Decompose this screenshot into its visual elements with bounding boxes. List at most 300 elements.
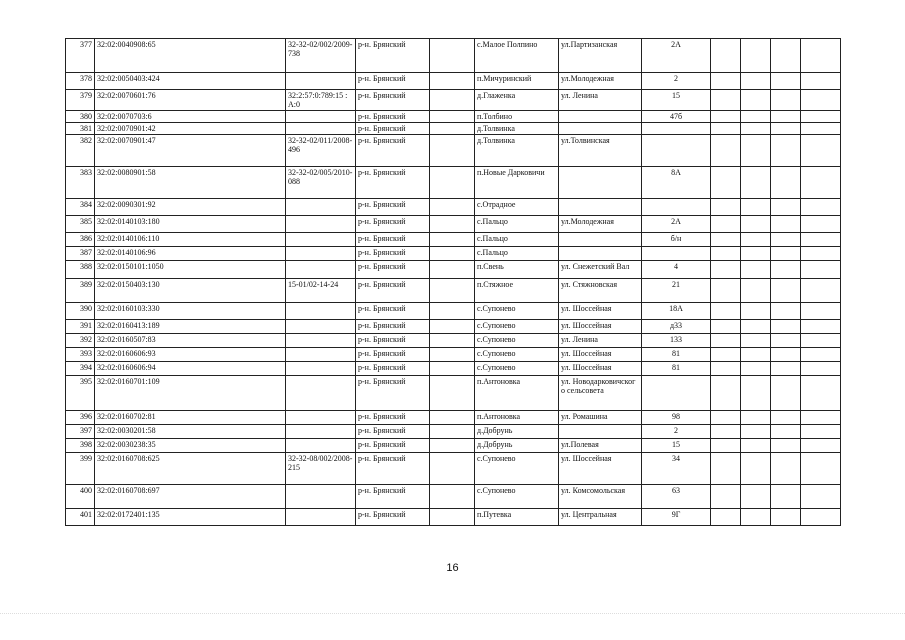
row-number: 380: [66, 111, 95, 123]
scan-artifact: [0, 613, 905, 615]
street: ул.Молодежная: [559, 73, 642, 90]
empty-cell-9: [711, 362, 741, 376]
empty-cell-12: [801, 261, 841, 279]
row-number: 386: [66, 233, 95, 247]
house-number: 47б: [642, 111, 711, 123]
empty-cell-12: [801, 509, 841, 526]
district: р-н. Брянский: [356, 247, 430, 261]
street: ул. Шоссейная: [559, 348, 642, 362]
empty-cell-9: [711, 90, 741, 111]
table-row: [66, 233, 841, 247]
empty-cell-11: [771, 376, 801, 411]
house-number: 8А: [642, 167, 711, 199]
row-number: 401: [66, 509, 95, 526]
empty-column: [430, 411, 475, 425]
cadastral-number: 32:02:0160103:330: [95, 303, 286, 320]
house-number: 2А: [642, 39, 711, 73]
empty-cell-9: [711, 425, 741, 439]
row-number: 393: [66, 348, 95, 362]
empty-cell-12: [801, 233, 841, 247]
street: ул. Центральная: [559, 509, 642, 526]
empty-cell-12: [801, 303, 841, 320]
empty-cell-10: [741, 320, 771, 334]
empty-column: [430, 247, 475, 261]
house-number: [642, 123, 711, 135]
district: р-н. Брянский: [356, 411, 430, 425]
house-number: 2: [642, 73, 711, 90]
cadastral-number: 32:02:0070901:42: [95, 123, 286, 135]
cadastral-number: 32:02:0030238:35: [95, 439, 286, 453]
empty-cell-10: [741, 261, 771, 279]
empty-cell-9: [711, 199, 741, 216]
empty-column: [430, 334, 475, 348]
empty-cell-9: [711, 348, 741, 362]
table-row: [66, 279, 841, 303]
registration-number: [286, 320, 356, 334]
settlement: п.Свень: [475, 261, 559, 279]
empty-cell-9: [711, 123, 741, 135]
empty-cell-10: [741, 167, 771, 199]
empty-cell-11: [771, 348, 801, 362]
empty-cell-9: [711, 73, 741, 90]
empty-cell-12: [801, 376, 841, 411]
registration-number: [286, 199, 356, 216]
empty-cell-12: [801, 39, 841, 73]
cadastral-number: 32:02:0030201:58: [95, 425, 286, 439]
empty-column: [430, 111, 475, 123]
settlement: д.Толвинка: [475, 135, 559, 167]
district: р-н. Брянский: [356, 111, 430, 123]
empty-cell-12: [801, 320, 841, 334]
table-row: [66, 199, 841, 216]
empty-cell-11: [771, 261, 801, 279]
empty-cell-9: [711, 509, 741, 526]
street: [559, 167, 642, 199]
empty-cell-12: [801, 362, 841, 376]
registration-number: [286, 411, 356, 425]
cadastral-number: 32:02:0070703:6: [95, 111, 286, 123]
empty-cell-10: [741, 376, 771, 411]
settlement: с.Супонево: [475, 348, 559, 362]
house-number: 18А: [642, 303, 711, 320]
registration-number: [286, 73, 356, 90]
empty-column: [430, 199, 475, 216]
settlement: п.Мичуринский: [475, 73, 559, 90]
cadastral-number: 32:02:0150403:130: [95, 279, 286, 303]
settlement: д.Добрунь: [475, 425, 559, 439]
row-number: 400: [66, 485, 95, 509]
empty-cell-10: [741, 411, 771, 425]
registration-number: [286, 247, 356, 261]
empty-cell-11: [771, 485, 801, 509]
house-number: [642, 247, 711, 261]
cadastral-number: 32:02:0160702:81: [95, 411, 286, 425]
house-number: 2: [642, 425, 711, 439]
table-row: [66, 362, 841, 376]
settlement: д.Толвинка: [475, 123, 559, 135]
empty-cell-9: [711, 216, 741, 233]
cadastral-number: 32:02:0160708:697: [95, 485, 286, 509]
empty-column: [430, 233, 475, 247]
street: ул. Шоссейная: [559, 303, 642, 320]
table-row: [66, 135, 841, 167]
row-number: 389: [66, 279, 95, 303]
house-number: 34: [642, 453, 711, 485]
empty-cell-11: [771, 216, 801, 233]
settlement: с.Супонево: [475, 362, 559, 376]
empty-cell-11: [771, 111, 801, 123]
empty-cell-11: [771, 73, 801, 90]
empty-cell-12: [801, 216, 841, 233]
empty-cell-11: [771, 123, 801, 135]
row-number: 394: [66, 362, 95, 376]
empty-cell-12: [801, 111, 841, 123]
street: ул.Толвинская: [559, 135, 642, 167]
row-number: 399: [66, 453, 95, 485]
house-number: 15: [642, 439, 711, 453]
settlement: д.Глаженка: [475, 90, 559, 111]
registration-number: 32:2:57:0:789:15 :А:0: [286, 90, 356, 111]
house-number: 98: [642, 411, 711, 425]
settlement: п.Стяжное: [475, 279, 559, 303]
empty-cell-11: [771, 334, 801, 348]
street: [559, 111, 642, 123]
table-row: [66, 39, 841, 73]
empty-column: [430, 320, 475, 334]
house-number: 15: [642, 90, 711, 111]
cadastral-number: 32:02:0160606:94: [95, 362, 286, 376]
cadastral-number: 32:02:0070601:76: [95, 90, 286, 111]
empty-cell-10: [741, 39, 771, 73]
empty-column: [430, 303, 475, 320]
empty-cell-10: [741, 73, 771, 90]
cadastral-number: 32:02:0140103:180: [95, 216, 286, 233]
settlement: п.Путевка: [475, 509, 559, 526]
cadastral-number: 32:02:0080901:58: [95, 167, 286, 199]
empty-cell-12: [801, 135, 841, 167]
table-row: [66, 348, 841, 362]
empty-cell-10: [741, 123, 771, 135]
settlement: п.Толбино: [475, 111, 559, 123]
district: р-н. Брянский: [356, 439, 430, 453]
house-number: 9Г: [642, 509, 711, 526]
empty-cell-9: [711, 279, 741, 303]
registration-number: 32-32-02/005/2010-088: [286, 167, 356, 199]
empty-cell-12: [801, 123, 841, 135]
table-row: [66, 123, 841, 135]
table-row: [66, 303, 841, 320]
empty-cell-9: [711, 39, 741, 73]
district: р-н. Брянский: [356, 39, 430, 73]
district: р-н. Брянский: [356, 348, 430, 362]
empty-cell-10: [741, 216, 771, 233]
empty-cell-10: [741, 439, 771, 453]
table-row: [66, 167, 841, 199]
page-number: 16: [446, 562, 459, 574]
district: р-н. Брянский: [356, 320, 430, 334]
settlement: с.Пальцо: [475, 247, 559, 261]
table-row: [66, 111, 841, 123]
house-number: д33: [642, 320, 711, 334]
table-row: [66, 334, 841, 348]
street: ул.Молодежная: [559, 216, 642, 233]
registration-number: [286, 303, 356, 320]
registration-number: 32-32-08/002/2008-215: [286, 453, 356, 485]
empty-cell-12: [801, 167, 841, 199]
empty-cell-12: [801, 439, 841, 453]
empty-cell-9: [711, 334, 741, 348]
empty-column: [430, 73, 475, 90]
settlement: п.Новые Дарковичи: [475, 167, 559, 199]
street: ул.Полевая: [559, 439, 642, 453]
empty-cell-9: [711, 247, 741, 261]
district: р-н. Брянский: [356, 199, 430, 216]
registration-number: [286, 362, 356, 376]
settlement: с.Супонево: [475, 303, 559, 320]
empty-column: [430, 485, 475, 509]
property-register-table: [65, 38, 841, 526]
house-number: [642, 199, 711, 216]
cadastral-number: 32:02:0150101:1050: [95, 261, 286, 279]
registration-number: [286, 509, 356, 526]
empty-cell-10: [741, 425, 771, 439]
district: р-н. Брянский: [356, 303, 430, 320]
row-number: 396: [66, 411, 95, 425]
empty-cell-10: [741, 111, 771, 123]
empty-cell-11: [771, 425, 801, 439]
street: ул. Шоссейная: [559, 453, 642, 485]
house-number: 2А: [642, 216, 711, 233]
house-number: 4: [642, 261, 711, 279]
row-number: 382: [66, 135, 95, 167]
cadastral-number: 32:02:0160708:625: [95, 453, 286, 485]
registration-number: 32-32-02/002/2009-738: [286, 39, 356, 73]
registration-number: [286, 485, 356, 509]
registration-number: [286, 348, 356, 362]
district: р-н. Брянский: [356, 453, 430, 485]
empty-cell-12: [801, 73, 841, 90]
empty-cell-11: [771, 362, 801, 376]
settlement: с.Супонево: [475, 485, 559, 509]
empty-cell-11: [771, 247, 801, 261]
empty-cell-12: [801, 453, 841, 485]
table-row: [66, 216, 841, 233]
empty-cell-11: [771, 279, 801, 303]
settlement: п.Антоновка: [475, 411, 559, 425]
house-number: 21: [642, 279, 711, 303]
district: р-н. Брянский: [356, 376, 430, 411]
cadastral-number: 32:02:0160507:83: [95, 334, 286, 348]
empty-cell-10: [741, 334, 771, 348]
registration-number: 15-01/02-14-24: [286, 279, 356, 303]
house-number: 63: [642, 485, 711, 509]
street: [559, 123, 642, 135]
empty-cell-11: [771, 199, 801, 216]
district: р-н. Брянский: [356, 509, 430, 526]
registration-number: 32-32-02/011/2008-496: [286, 135, 356, 167]
empty-column: [430, 39, 475, 73]
house-number: 133: [642, 334, 711, 348]
cadastral-number: 32:02:0070901:47: [95, 135, 286, 167]
registration-number: [286, 111, 356, 123]
district: р-н. Брянский: [356, 485, 430, 509]
empty-cell-9: [711, 411, 741, 425]
empty-cell-9: [711, 111, 741, 123]
row-number: 388: [66, 261, 95, 279]
street: ул. Новодарковичского сельсовета: [559, 376, 642, 411]
empty-column: [430, 261, 475, 279]
cadastral-number: 32:02:0172401:135: [95, 509, 286, 526]
street: [559, 425, 642, 439]
district: р-н. Брянский: [356, 233, 430, 247]
empty-cell-12: [801, 334, 841, 348]
district: р-н. Брянский: [356, 216, 430, 233]
street: [559, 247, 642, 261]
empty-column: [430, 216, 475, 233]
row-number: 377: [66, 39, 95, 73]
street: ул. Комсомольская: [559, 485, 642, 509]
cadastral-number: 32:02:0160701:109: [95, 376, 286, 411]
row-number: 384: [66, 199, 95, 216]
empty-cell-12: [801, 279, 841, 303]
district: р-н. Брянский: [356, 123, 430, 135]
cadastral-number: 32:02:0160413:189: [95, 320, 286, 334]
empty-column: [430, 348, 475, 362]
table-row: [66, 425, 841, 439]
registration-number: [286, 216, 356, 233]
row-number: 378: [66, 73, 95, 90]
empty-column: [430, 509, 475, 526]
row-number: 392: [66, 334, 95, 348]
empty-cell-11: [771, 411, 801, 425]
empty-cell-11: [771, 167, 801, 199]
empty-cell-10: [741, 90, 771, 111]
empty-cell-10: [741, 199, 771, 216]
row-number: 387: [66, 247, 95, 261]
street: [559, 233, 642, 247]
street: ул.Партизанская: [559, 39, 642, 73]
empty-cell-11: [771, 439, 801, 453]
row-number: 397: [66, 425, 95, 439]
table-row: [66, 411, 841, 425]
settlement: с.Пальцо: [475, 233, 559, 247]
row-number: 383: [66, 167, 95, 199]
table-row: [66, 485, 841, 509]
empty-cell-9: [711, 376, 741, 411]
district: р-н. Брянский: [356, 73, 430, 90]
empty-cell-9: [711, 261, 741, 279]
empty-cell-10: [741, 453, 771, 485]
empty-cell-9: [711, 485, 741, 509]
district: р-н. Брянский: [356, 425, 430, 439]
empty-cell-11: [771, 233, 801, 247]
empty-column: [430, 453, 475, 485]
street: ул. Ленина: [559, 90, 642, 111]
settlement: с.Супонево: [475, 453, 559, 485]
row-number: 391: [66, 320, 95, 334]
cadastral-number: 32:02:0050403:424: [95, 73, 286, 90]
empty-column: [430, 123, 475, 135]
district: р-н. Брянский: [356, 90, 430, 111]
district: р-н. Брянский: [356, 135, 430, 167]
house-number: 81: [642, 362, 711, 376]
empty-cell-9: [711, 135, 741, 167]
registration-number: [286, 261, 356, 279]
cadastral-number: 32:02:0090301:92: [95, 199, 286, 216]
table-row: [66, 73, 841, 90]
table-row: [66, 376, 841, 411]
empty-column: [430, 167, 475, 199]
empty-cell-11: [771, 320, 801, 334]
table-row: [66, 261, 841, 279]
row-number: 381: [66, 123, 95, 135]
settlement: д.Добрунь: [475, 439, 559, 453]
empty-cell-11: [771, 135, 801, 167]
district: р-н. Брянский: [356, 362, 430, 376]
street: [559, 199, 642, 216]
empty-column: [430, 90, 475, 111]
street: ул. Снежетский Вал: [559, 261, 642, 279]
empty-cell-12: [801, 485, 841, 509]
empty-cell-12: [801, 411, 841, 425]
district: р-н. Брянский: [356, 334, 430, 348]
empty-cell-12: [801, 425, 841, 439]
settlement: с.Малое Полпино: [475, 39, 559, 73]
empty-cell-11: [771, 509, 801, 526]
row-number: 390: [66, 303, 95, 320]
house-number: [642, 135, 711, 167]
table-row: [66, 439, 841, 453]
street: ул. Ромашина: [559, 411, 642, 425]
empty-cell-12: [801, 90, 841, 111]
empty-cell-10: [741, 485, 771, 509]
house-number: 81: [642, 348, 711, 362]
registration-number: [286, 439, 356, 453]
empty-cell-11: [771, 90, 801, 111]
cadastral-number: 32:02:0140106:96: [95, 247, 286, 261]
cadastral-number: 32:02:0140106:110: [95, 233, 286, 247]
district: р-н. Брянский: [356, 167, 430, 199]
empty-column: [430, 135, 475, 167]
registration-number: [286, 425, 356, 439]
empty-column: [430, 376, 475, 411]
table-row: [66, 453, 841, 485]
row-number: 395: [66, 376, 95, 411]
empty-cell-10: [741, 303, 771, 320]
street: ул. Стяжновская: [559, 279, 642, 303]
street: ул. Шоссейная: [559, 320, 642, 334]
cadastral-number: 32:02:0160606:93: [95, 348, 286, 362]
empty-column: [430, 279, 475, 303]
street: ул. Ленина: [559, 334, 642, 348]
empty-cell-9: [711, 453, 741, 485]
district: р-н. Брянский: [356, 279, 430, 303]
street: ул. Шоссейная: [559, 362, 642, 376]
settlement: с.Пальцо: [475, 216, 559, 233]
settlement: п.Антоновка: [475, 376, 559, 411]
table-row: [66, 509, 841, 526]
empty-cell-12: [801, 348, 841, 362]
house-number: б/н: [642, 233, 711, 247]
empty-column: [430, 362, 475, 376]
empty-cell-11: [771, 39, 801, 73]
table-row: [66, 90, 841, 111]
empty-cell-10: [741, 279, 771, 303]
empty-cell-10: [741, 233, 771, 247]
empty-cell-9: [711, 233, 741, 247]
registration-number: [286, 123, 356, 135]
empty-cell-10: [741, 247, 771, 261]
